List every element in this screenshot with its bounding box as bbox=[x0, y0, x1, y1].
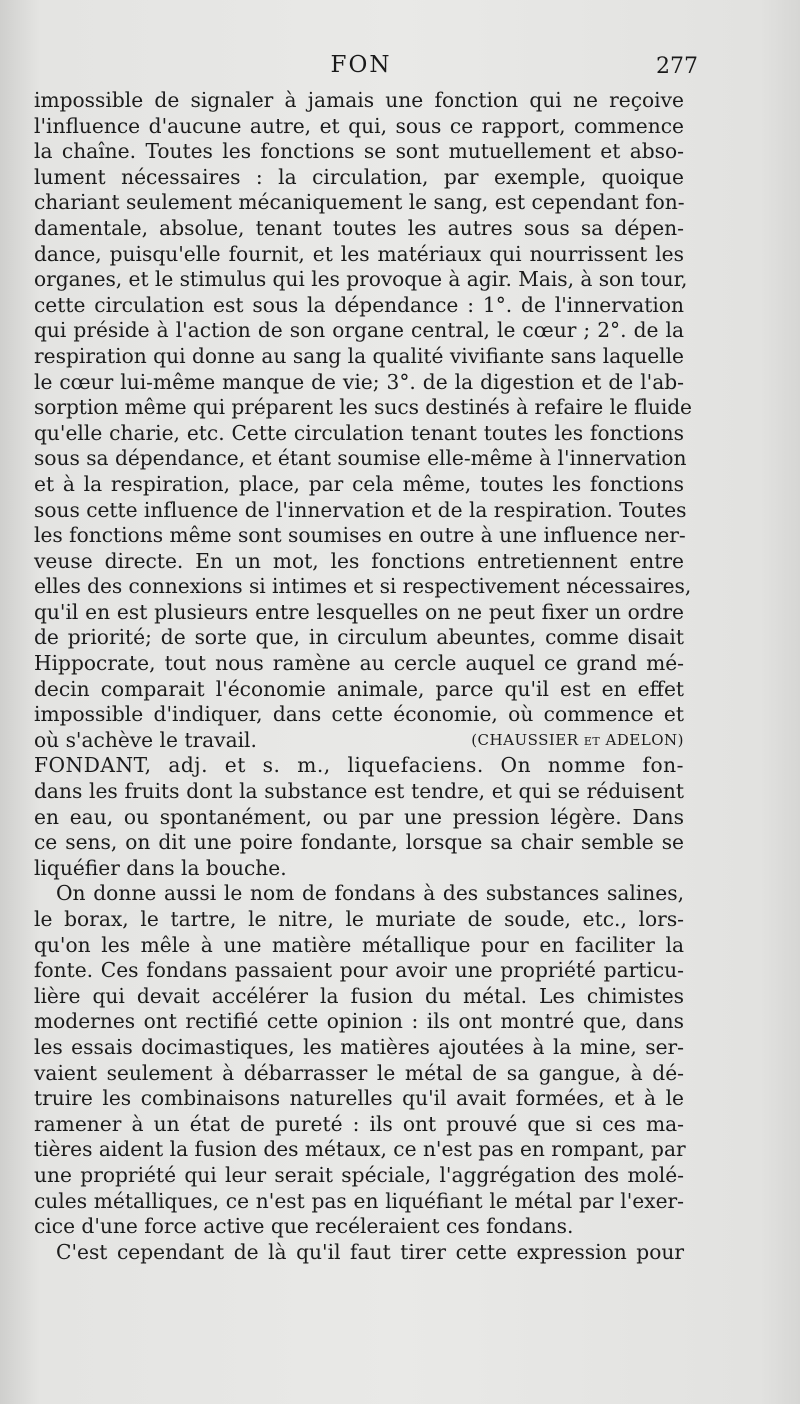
text-line: liquéfier dans la bouche. bbox=[34, 855, 287, 880]
author-credit: (CHAUSSIER et ADELON) bbox=[471, 730, 684, 749]
text-line: vaient seulement à débarrasser le métal de sa gangue, à dé- bbox=[34, 1060, 684, 1085]
text-line: lière qui devait accélérer la fusion du métal. Les chimistes bbox=[34, 983, 684, 1008]
text-line: Hippocrate, tout nous ramène au cercle auquel ce grand mé- bbox=[34, 651, 684, 676]
text-line: qui préside à l'action de son organe central, le cœur ; 2°. de la bbox=[34, 318, 684, 343]
text-line: en eau, ou spontanément, ou par une pression légère. Dans bbox=[34, 804, 684, 829]
text-line: truire les combinaisons naturelles qu'il avait formées, et à le bbox=[34, 1086, 684, 1111]
text-line: ce sens, on dit une poire fondante, lorsque sa chair semble se bbox=[34, 830, 684, 855]
text-line: l'influence d'aucune autre, et qui, sous ce rapport, commence bbox=[34, 113, 684, 138]
text-line: le cœur lui-même manque de vie; 3°. de la digestion et de l'ab- bbox=[34, 369, 684, 394]
text-line: ramener à un état de pureté : ils ont prouvé que si ces ma- bbox=[34, 1111, 684, 1136]
text-line: lument nécessaires : la circulation, par exemple, quoique bbox=[34, 164, 684, 189]
text-line: elles des connexions si intimes et si respectivement nécessaires, bbox=[34, 574, 692, 599]
text-line: modernes ont rectifié cette opinion : ils ont montré que, dans bbox=[34, 1009, 684, 1034]
text-line: On donne aussi le nom de fondans à des substances salines, bbox=[56, 881, 684, 906]
text-line: sous cette influence de l'innervation et de la respiration. Toutes bbox=[34, 497, 687, 522]
text-line: sous sa dépendance, et étant soumise elle-même à l'innervation bbox=[34, 446, 687, 471]
text-line: veuse directe. En un mot, les fonctions entretiennent entre bbox=[34, 548, 684, 573]
entry-fondant bbox=[34, 753, 684, 881]
text-line: cules métalliques, ce n'est pas en liquéfiant le métal par l'exer- bbox=[34, 1188, 684, 1213]
text-line: dans les fruits dont la substance est tendre, et qui se réduisent bbox=[34, 779, 684, 804]
entry-headword-line: FONDANT, adj. et s. m., liquefaciens. On nomme fon- bbox=[34, 753, 684, 778]
text-line: damentale, absolue, tenant toutes les autres sous sa dépen- bbox=[34, 215, 684, 240]
paragraph-fondans bbox=[34, 881, 684, 1239]
page-number: 277 bbox=[656, 54, 698, 79]
text-line: respiration qui donne au sang la qualité vivifiante sans laquelle bbox=[34, 343, 684, 368]
text-line: tières aident la fusion des métaux, ce n'est pas en rompant, par bbox=[34, 1137, 686, 1162]
text-line: les essais docimastiques, les matières ajoutées à la mine, ser- bbox=[34, 1034, 684, 1059]
text-line: impossible d'indiquer, dans cette économie, où commence et bbox=[34, 702, 684, 727]
text-line: qu'on les mêle à une matière métallique pour en faciliter la bbox=[34, 932, 684, 957]
text-line: une propriété qui leur serait spéciale, l'aggrégation des molé- bbox=[34, 1162, 684, 1187]
text-line: organes, et le stimulus qui les provoque à agir. Mais, à son tour, bbox=[34, 267, 688, 292]
text-line: où s'achève le travail. bbox=[34, 727, 257, 752]
text-line-with-credit bbox=[34, 728, 684, 754]
text-line: cice d'une force active que recéleraient ces fondans. bbox=[34, 1214, 574, 1239]
text-line: impossible de signaler à jamais une fonction qui ne reçoive bbox=[34, 88, 684, 112]
text-line: C'est cependant de là qu'il faut tirer cette expression pour bbox=[56, 1239, 684, 1264]
text-line: qu'elle charie, etc. Cette circulation tenant toutes les fonctions bbox=[34, 420, 684, 445]
page-header bbox=[36, 52, 698, 82]
paragraph-expression bbox=[34, 1240, 684, 1266]
text-line: chariant seulement mécaniquement le sang, est cependant fon- bbox=[34, 190, 685, 215]
text-line: sorption même qui préparent les sucs destinés à refaire le fluide bbox=[34, 395, 692, 420]
text-line: dance, puisqu'elle fournit, et les matériaux qui nourrissent les bbox=[34, 241, 684, 266]
body-text bbox=[34, 88, 692, 1265]
text-line: les fonctions même sont soumises en outre à une influence ner- bbox=[34, 523, 686, 548]
text-line: fonte. Ces fondans passaient pour avoir une propriété particu- bbox=[34, 958, 684, 983]
text-line: cette circulation est sous la dépendance : 1°. de l'innervation bbox=[34, 292, 684, 317]
text-line: qu'il en est plusieurs entre lesquelles on ne peut fixer un ordre bbox=[34, 599, 684, 624]
paragraph-circulation bbox=[34, 88, 692, 753]
text-line: et à la respiration, place, par cela même, toutes les fonctions bbox=[34, 471, 684, 496]
running-head: FON bbox=[330, 52, 392, 78]
text-line: le borax, le tartre, le nitre, le muriate de soude, etc., lors- bbox=[34, 907, 684, 931]
text-line: decin comparait l'économie animale, parce qu'il est en effet bbox=[34, 676, 684, 701]
text-line: la chaîne. Toutes les fonctions se sont mutuellement et abso- bbox=[34, 139, 684, 164]
text-line: de priorité; de sorte que, in circulum abeuntes, comme disait bbox=[34, 625, 684, 650]
